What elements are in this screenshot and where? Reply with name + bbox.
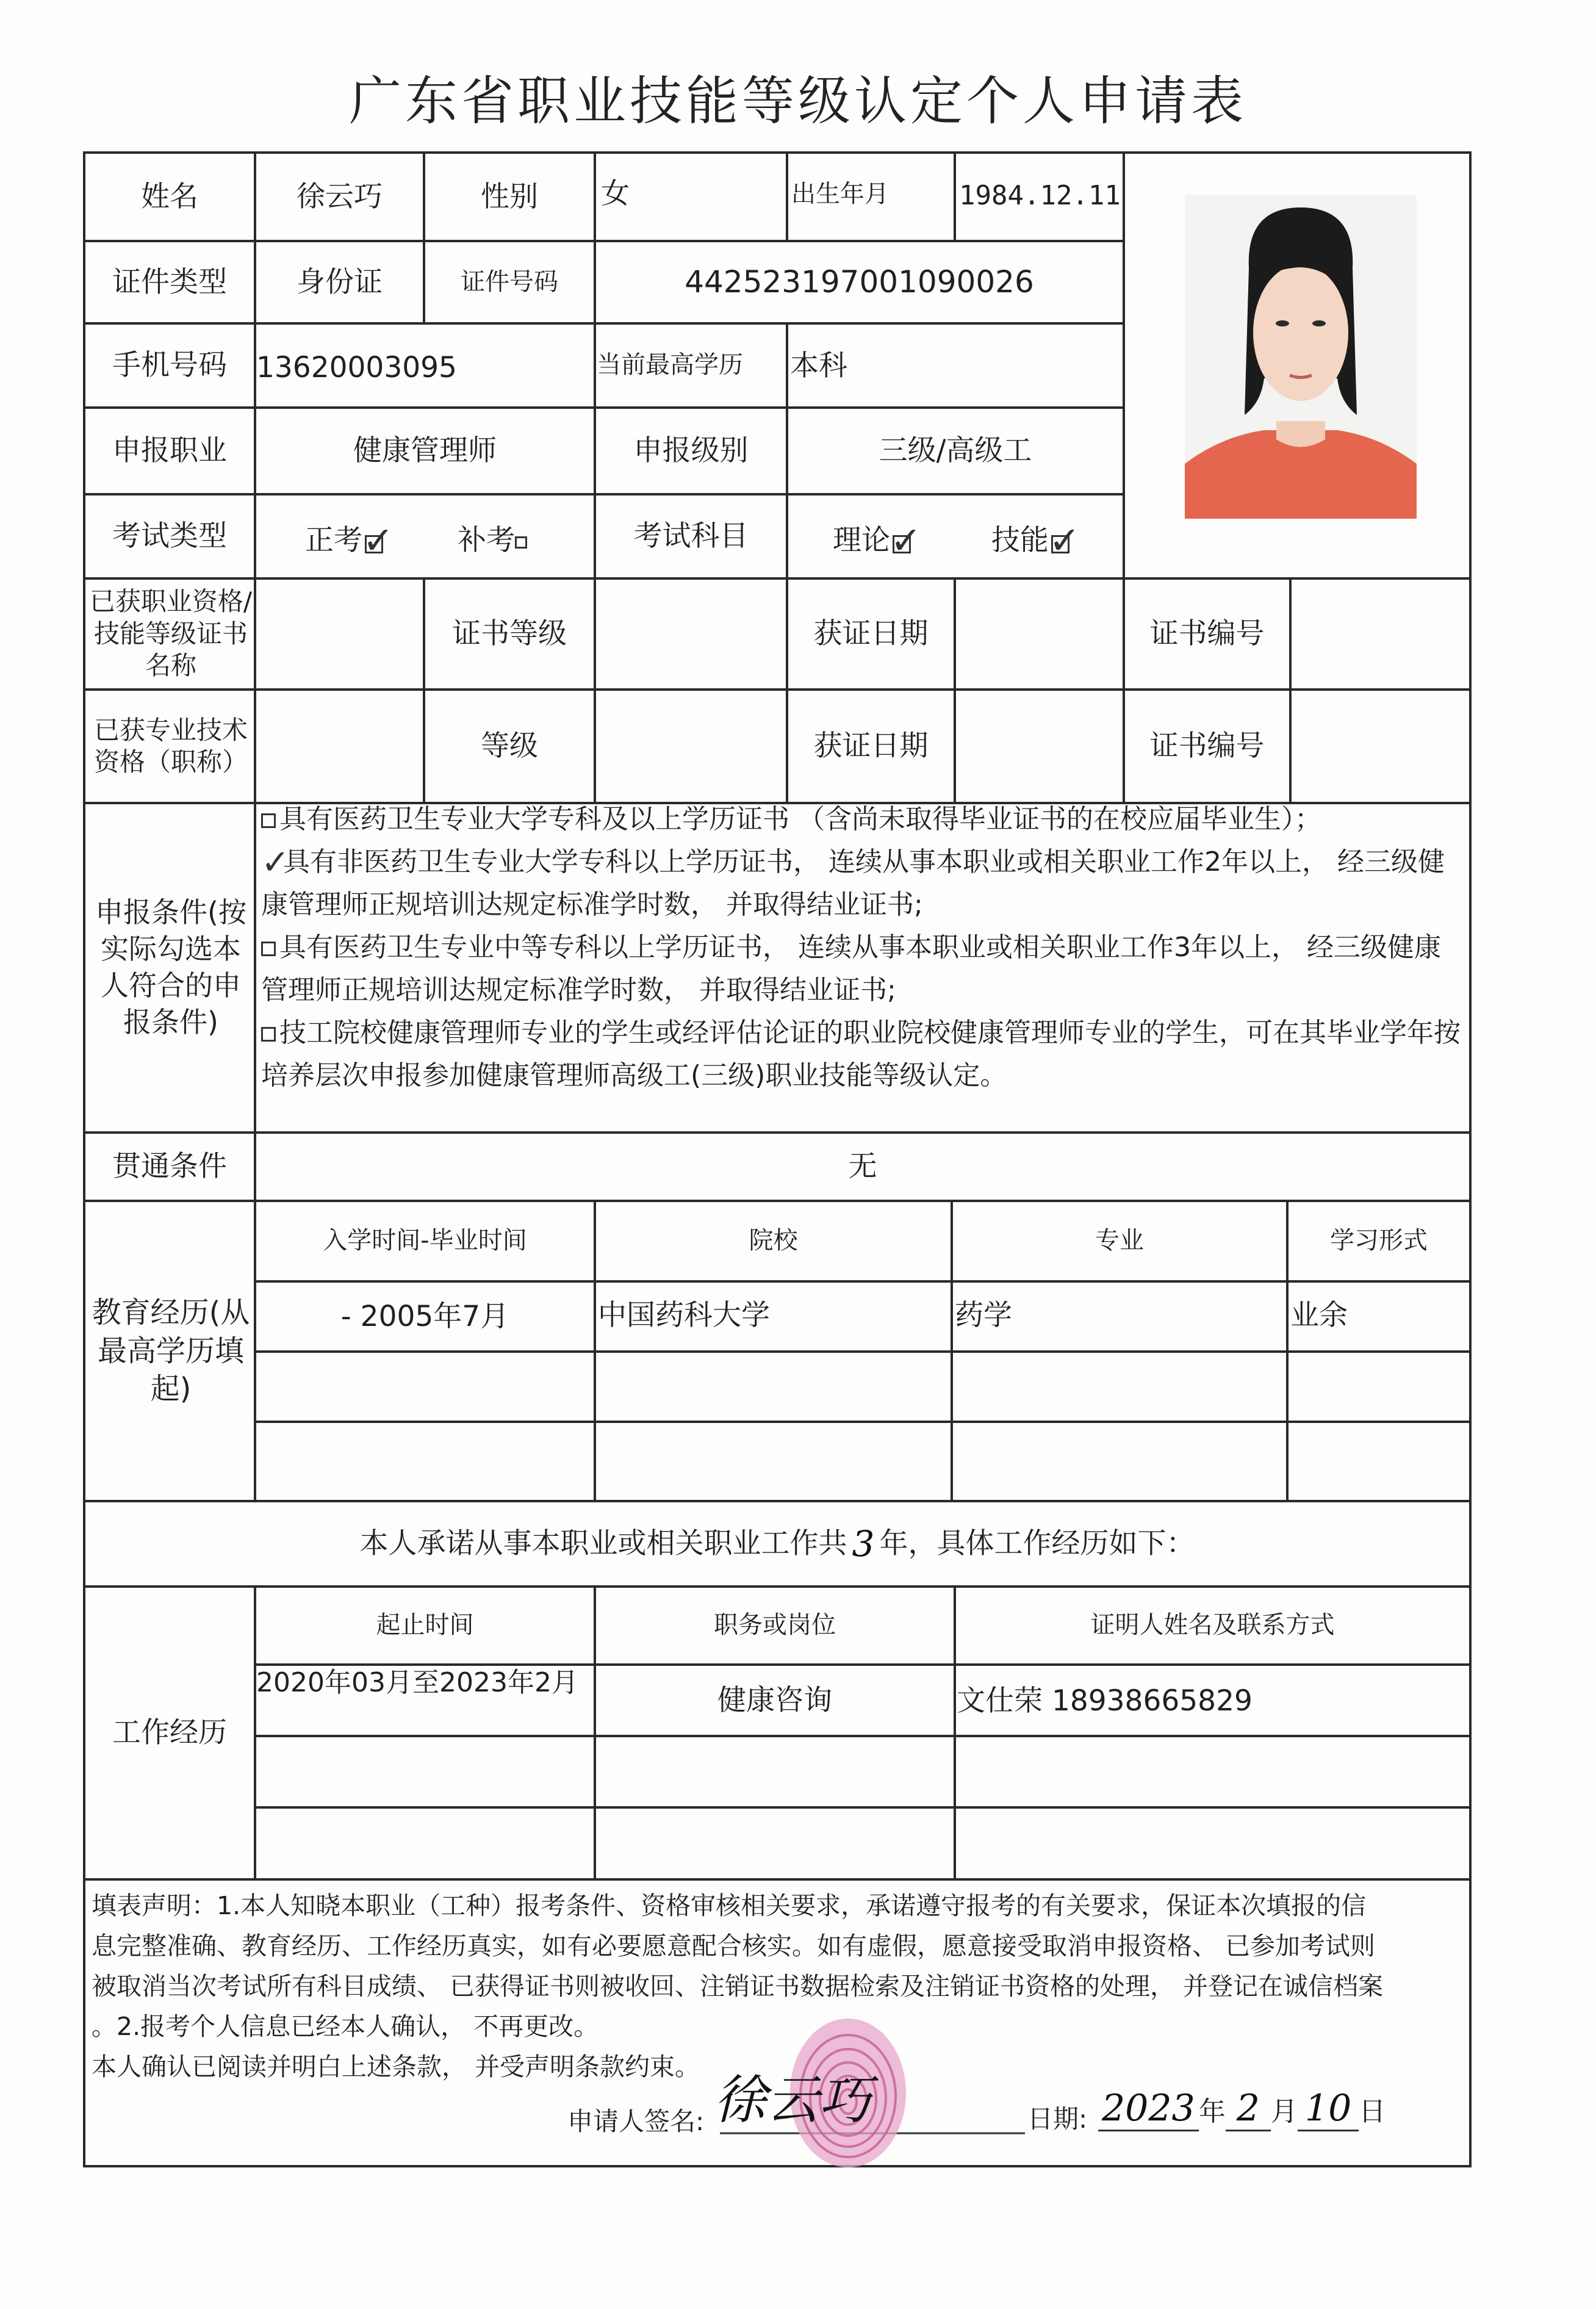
edu-row-1-school: 中国药科大学 <box>598 1299 770 1332</box>
declaration-line: 息完整准确、教育经历、工作经历真实，如有必要愿意配合核实。如有虚假，愿意接受取消申报资格、 已参加考试则 <box>92 1931 1376 1961</box>
declaration-line: 填表声明：1.本人知晓本职业（工种）报考条件、资格审核相关要求，承诺遵守报考的有关要求，保证本次填报的信 <box>92 1891 1367 1920</box>
work-commitment: 本人承诺从事本职业或相关职业工作共 3 年，具体工作经历如下： <box>359 1522 1195 1565</box>
label-education: 当前最高学历 <box>597 351 743 379</box>
label-cert-level: 证书等级 <box>452 617 567 651</box>
value-occupation: 健康管理师 <box>353 434 497 468</box>
value-phone: 13620003095 <box>256 351 457 384</box>
checkbox-checked-icon: ✓ <box>261 843 290 882</box>
value-name: 徐云巧 <box>297 179 383 214</box>
value-id-number: 44252319700109002‌6 <box>685 264 1034 300</box>
label-birth: 出生年月 <box>791 180 889 208</box>
label-qual-cert: 已获职业资格/技能等级证书名称 <box>89 586 253 681</box>
label-conditions: 申报条件(按实际勾选本人符合的申报条件) <box>95 896 246 1039</box>
value-level: 三级/高级工 <box>879 434 1032 468</box>
value-id-type: 身份证 <box>297 265 383 299</box>
date-label: 日期: <box>1027 2104 1088 2134</box>
condition-item-1[interactable]: 具有医药卫生专业大学专科及以上学历证书 （含尚未取得毕业证书的在校应届毕业生）； <box>261 798 1466 841</box>
label-name: 姓名 <box>141 179 198 214</box>
checkbox-empty-icon <box>261 942 276 956</box>
edu-row-1-major: 药学 <box>955 1299 1012 1332</box>
label-through: 贯通条件 <box>112 1150 227 1184</box>
label-cert-no: 证书编号 <box>1149 617 1265 651</box>
label-grade: 等级 <box>481 729 538 763</box>
declaration-line: 被取消当次考试所有科目成绩、 已获得证书则被收回、注销证书数据检索及注销证书资格的处理， 并登记在诚信档案 <box>92 1972 1384 2001</box>
declaration-line: 本人确认已阅读并明白上述条款， 并受声明条款约束。 <box>92 2052 700 2081</box>
label-prof-title: 已获专业技术资格（职称） <box>93 715 248 777</box>
label-exam-subject: 考试科目 <box>633 519 749 553</box>
checkbox-empty-icon <box>515 536 527 549</box>
label-occupation: 申报职业 <box>112 434 227 468</box>
label-gender: 性别 <box>481 179 538 214</box>
option-theory[interactable] <box>833 517 922 563</box>
label-id-type: 证件类型 <box>112 265 227 299</box>
checkbox-empty-icon <box>261 1027 276 1042</box>
label-cert-date-2: 获证日期 <box>813 729 929 763</box>
edu-header-school: 院校 <box>749 1227 798 1255</box>
label-phone: 手机号码 <box>112 348 227 383</box>
form-title: 广东省职业技能等级认定个人申请表 <box>349 71 1247 132</box>
checkbox-checked-icon: ✓ <box>362 517 394 563</box>
condition-item-4[interactable]: 技工院校健康管理师专业的学生或经评估论证的职业院校健康管理师专业的学生，可在其毕业学年按培养层次申报参加健康管理师高级工(三级)职业技能等级认定。 <box>261 1017 1461 1091</box>
date-month: 2 <box>1226 2087 1271 2131</box>
applicant-photo <box>1185 195 1417 519</box>
value-gender: 女 <box>601 177 630 211</box>
work-header-referee: 证明人姓名及联系方式 <box>1090 1611 1335 1640</box>
edu-header-period: 入学时间-毕业时间 <box>323 1227 527 1255</box>
checkbox-empty-icon <box>261 813 276 828</box>
declaration-line: 。2.报考个人信息已经本人确认， 不再更改。 <box>92 2012 599 2041</box>
label-cert-no-2: 证书编号 <box>1149 729 1265 763</box>
edu-row-1-period: - 2005年7月 <box>340 1299 509 1333</box>
checkbox-checked-icon: ✓ <box>890 517 922 563</box>
option-skill[interactable] <box>991 517 1080 563</box>
work-row-1-position: 健康咨询 <box>717 1683 832 1717</box>
option-makeup[interactable] <box>458 524 531 557</box>
option-skill-label: 技能 <box>991 524 1049 557</box>
option-makeup-label: 补考 <box>458 524 515 557</box>
option-regular-label: 正考 <box>305 524 362 557</box>
label-level: 申报级别 <box>633 434 749 468</box>
signature-date: 2023 年 2 月 10 日 <box>1098 2087 1386 2130</box>
value-through: 无 <box>848 1150 877 1184</box>
value-birth: 1984.12.11 <box>959 180 1121 211</box>
work-row-1-period: 2020年03月至2023年2月 <box>256 1667 578 1698</box>
declaration <box>92 1886 1467 2087</box>
label-edu-history: 教育经历(从最高学历填起) <box>92 1295 250 1407</box>
signature-label: 申请人签名: <box>567 2106 705 2136</box>
work-header-position: 职务或岗位 <box>714 1611 836 1640</box>
condition-item-2[interactable]: ✓ 具有非医药卫生专业大学专科以上学历证书， 连续从事本职业或相关职业工作2年以上， 经三级健康管理师正规培训达规定标准学时数， 并取得结业证书; <box>261 843 1445 920</box>
edu-header-mode: 学习形式 <box>1330 1227 1428 1255</box>
label-exam-type: 考试类型 <box>112 519 227 553</box>
work-years: 3 <box>852 1522 875 1565</box>
option-theory-label: 理论 <box>833 524 890 557</box>
condition-item-3[interactable]: 具有医药卫生专业中等专科以上学历证书， 连续从事本职业或相关职业工作3年以上， 经三级健康管理师正规培训达规定标准学时数， 并取得结业证书; <box>261 932 1441 1006</box>
edu-row-1-mode: 业余 <box>1290 1299 1348 1332</box>
option-regular[interactable] <box>305 517 394 563</box>
date-year: 2023 <box>1098 2087 1199 2131</box>
value-education: 本科 <box>790 349 847 383</box>
signature-name: 徐云巧 <box>714 2070 871 2131</box>
edu-header-major: 专业 <box>1095 1227 1144 1255</box>
work-header-period: 起止时间 <box>376 1611 474 1640</box>
conditions-list <box>261 798 1466 1097</box>
label-cert-date: 获证日期 <box>813 617 929 651</box>
checkbox-checked-icon: ✓ <box>1049 517 1080 563</box>
date-day: 10 <box>1298 2087 1359 2131</box>
label-id-number: 证件号码 <box>461 267 558 296</box>
label-work-history: 工作经历 <box>112 1716 227 1750</box>
work-row-1-referee: 文仕荣 18938665829 <box>957 1684 1253 1718</box>
